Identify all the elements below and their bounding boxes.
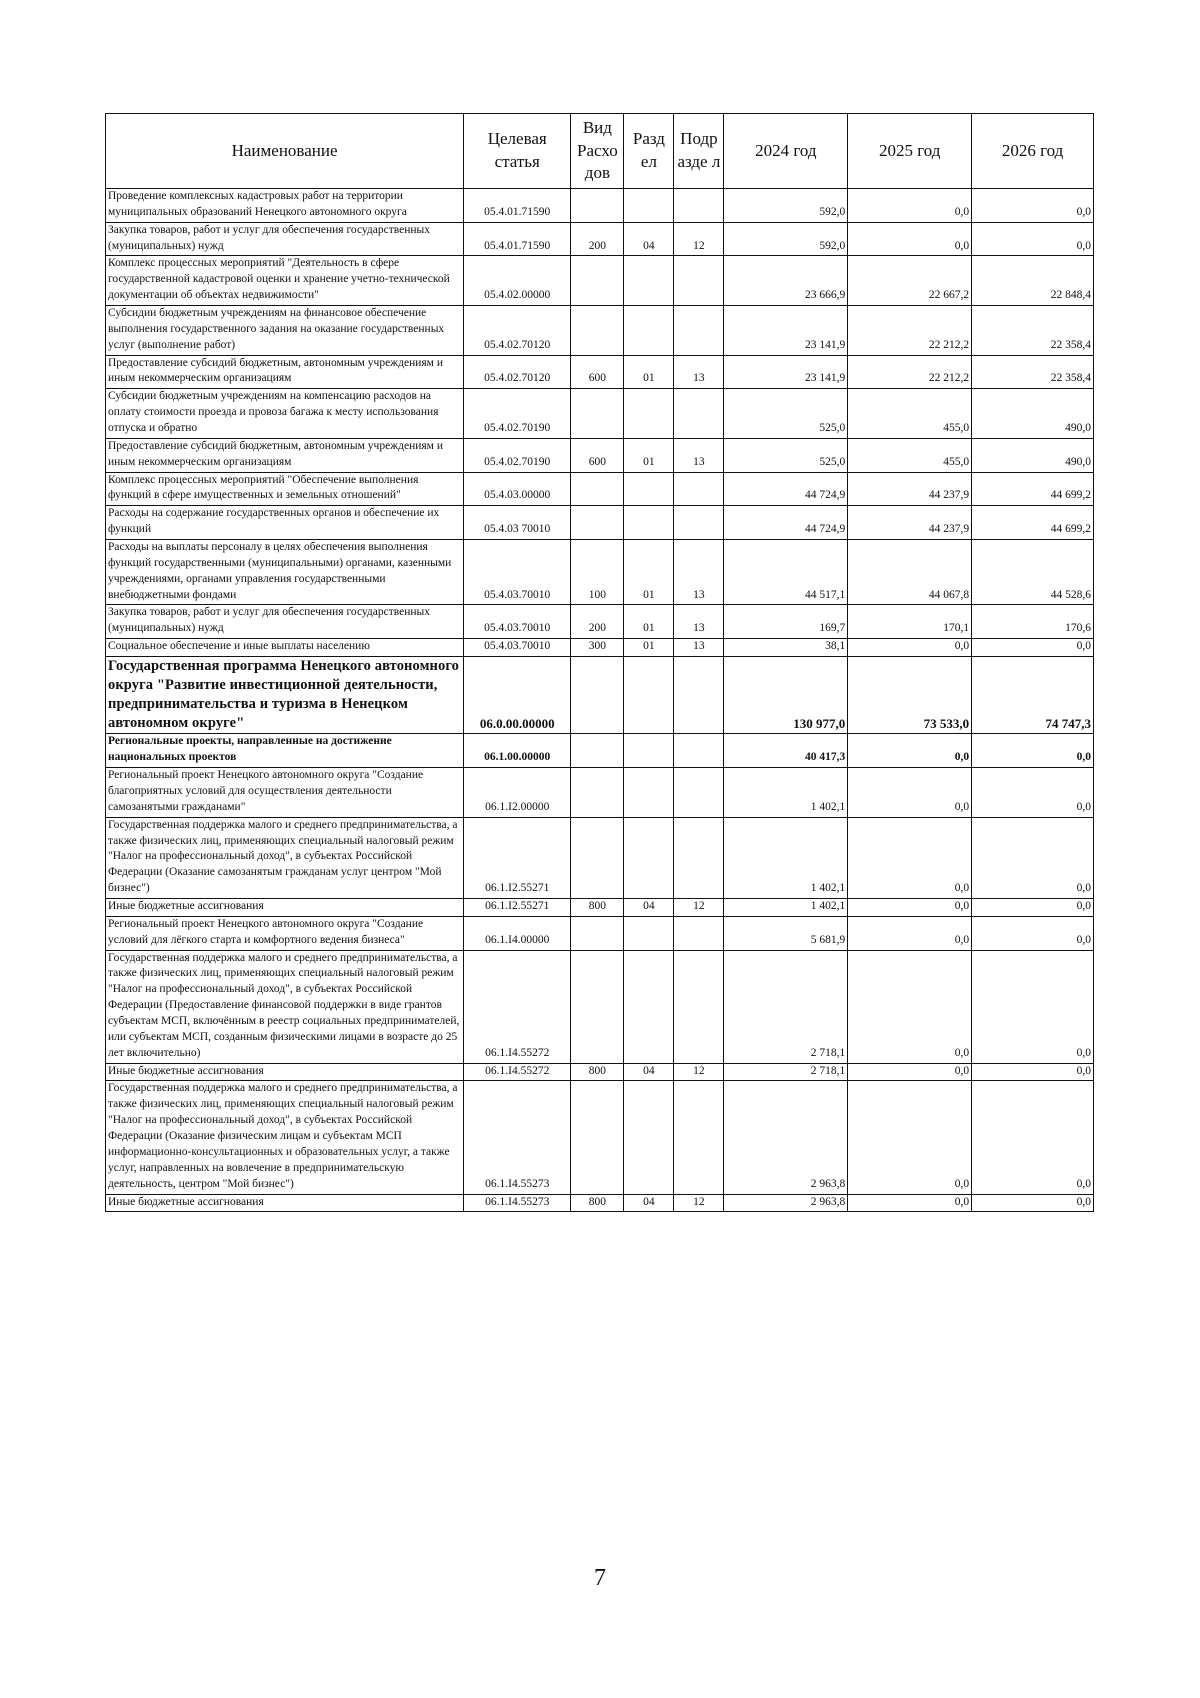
cell-y2025: 0,0 [848,1194,972,1212]
table-row [106,1081,1094,1194]
cell-section: 01 [624,355,674,389]
cell-type: 600 [571,355,624,389]
cell-name: Государственная поддержка малого и среднего предпринимательства, а также физических лиц, применяющих специальный налоговый режим "Налог на профессиональный доход", в субъектах Российской Федерации (Оказание самозанятым гражданам услуг центром "Мой бизнес") [106,817,464,898]
cell-section [624,306,674,356]
cell-y2025: 455,0 [848,389,972,439]
cell-section [624,657,674,734]
cell-subsection [674,768,724,818]
cell-y2024: 23 141,9 [724,306,848,356]
cell-name: Государственная поддержка малого и среднего предпринимательства, а также физических лиц, применяющих специальный налоговый режим "Налог на профессиональный доход", в субъектах Российской Федерации (Оказание физическим лицам и субъектам МСП информационно-консультационных и образовательных услуг, а также услуг, направленных на вовлечение в предпринимательскую деятельность, центром "Мой бизнес") [106,1081,464,1194]
table-row [106,639,1094,657]
header-article: Целевая статья [464,114,571,189]
table-row [106,768,1094,818]
cell-section [624,389,674,439]
cell-article: 06.1.I4.55272 [464,1063,571,1081]
header-type: Вид Расхо дов [571,114,624,189]
cell-y2024: 1 402,1 [724,817,848,898]
table-row [106,472,1094,506]
cell-type: 800 [571,1063,624,1081]
cell-name: Иные бюджетные ассигнования [106,1194,464,1212]
cell-y2026: 490,0 [972,438,1094,472]
cell-name: Региональные проекты, направленные на достижение национальных проектов [106,734,464,768]
cell-y2025: 0,0 [848,639,972,657]
table-row [106,657,1094,734]
cell-section: 04 [624,222,674,256]
cell-y2024: 592,0 [724,222,848,256]
table-row [106,389,1094,439]
cell-section [624,1081,674,1194]
cell-type [571,817,624,898]
cell-y2024: 525,0 [724,438,848,472]
cell-y2025: 0,0 [848,899,972,917]
cell-section [624,916,674,950]
cell-article: 06.1.I4.55272 [464,950,571,1063]
cell-section: 01 [624,540,674,605]
cell-name: Субсидии бюджетным учреждениям на финансовое обеспечение выполнения государственного задания на оказание государственных услуг (выполнение работ) [106,306,464,356]
cell-type: 300 [571,639,624,657]
table-header-row [106,114,1094,189]
table-row [106,540,1094,605]
cell-y2024: 2 718,1 [724,1063,848,1081]
cell-y2026: 0,0 [972,768,1094,818]
cell-y2024: 38,1 [724,639,848,657]
cell-y2024: 592,0 [724,189,848,223]
cell-y2025: 22 212,2 [848,355,972,389]
cell-type: 100 [571,540,624,605]
cell-name: Региональный проект Ненецкого автономного округа "Создание благоприятных условий для осуществления деятельности самозанятыми гражданами" [106,768,464,818]
table-row [106,605,1094,639]
cell-y2025: 0,0 [848,222,972,256]
cell-subsection: 13 [674,540,724,605]
table-row [106,438,1094,472]
cell-y2026: 0,0 [972,817,1094,898]
cell-section [624,734,674,768]
cell-section: 01 [624,639,674,657]
cell-type [571,768,624,818]
cell-y2024: 2 718,1 [724,950,848,1063]
cell-name: Государственная поддержка малого и среднего предпринимательства, а также физических лиц, применяющих специальный налоговый режим "Налог на профессиональный доход", в субъектах Российской Федерации (Предоставление финансовой поддержки в виде грантов субъектам МСП, включённым в реестр социальных предпринимателей, или субъектам МСП, созданным физическими лицами в возрасте до 25 лет включительно) [106,950,464,1063]
table-row [106,1063,1094,1081]
cell-section [624,472,674,506]
cell-y2025: 73 533,0 [848,657,972,734]
cell-y2026: 44 528,6 [972,540,1094,605]
table-body [106,189,1094,1212]
cell-y2024: 44 724,9 [724,506,848,540]
cell-article: 06.1.00.00000 [464,734,571,768]
cell-subsection: 12 [674,899,724,917]
table-row [106,189,1094,223]
cell-type: 200 [571,222,624,256]
cell-section [624,256,674,306]
cell-article: 05.4.03.70010 [464,605,571,639]
cell-article: 05.4.01.71590 [464,222,571,256]
cell-subsection: 12 [674,1063,724,1081]
cell-name: Предоставление субсидий бюджетным, автономным учреждениям и иным некоммерческим организациям [106,438,464,472]
header-section: Разд ел [624,114,674,189]
cell-type: 600 [571,438,624,472]
cell-article: 05.4.02.70120 [464,355,571,389]
cell-y2026: 22 358,4 [972,306,1094,356]
cell-name: Иные бюджетные ассигнования [106,1063,464,1081]
cell-y2025: 0,0 [848,189,972,223]
cell-y2026: 0,0 [972,899,1094,917]
cell-section [624,768,674,818]
cell-y2026: 74 747,3 [972,657,1094,734]
cell-type [571,657,624,734]
cell-type [571,256,624,306]
cell-article: 06.1.I2.55271 [464,817,571,898]
cell-article: 06.1.I4.55273 [464,1081,571,1194]
cell-subsection [674,817,724,898]
cell-y2026: 490,0 [972,389,1094,439]
cell-y2024: 40 417,3 [724,734,848,768]
cell-subsection: 12 [674,222,724,256]
cell-article: 05.4.02.70190 [464,389,571,439]
cell-type [571,916,624,950]
cell-name: Комплекс процессных мероприятий "Обеспечение выполнения функций в сфере имущественных и земельных отношений" [106,472,464,506]
cell-y2024: 2 963,8 [724,1194,848,1212]
header-2026: 2026 год [972,114,1094,189]
cell-article: 06.1.I4.55273 [464,1194,571,1212]
cell-section: 04 [624,899,674,917]
cell-name: Субсидии бюджетным учреждениям на компенсацию расходов на оплату стоимости проезда и провоза багажа к месту использования отпуска и обратно [106,389,464,439]
cell-article: 05.4.03.00000 [464,472,571,506]
cell-type [571,306,624,356]
cell-name: Закупка товаров, работ и услуг для обеспечения государственных (муниципальных) нужд [106,222,464,256]
cell-y2025: 22 212,2 [848,306,972,356]
cell-name: Региональный проект Ненецкого автономного округа "Создание условий для лёгкого старта и комфортного ведения бизнеса" [106,916,464,950]
cell-y2025: 22 667,2 [848,256,972,306]
cell-subsection [674,306,724,356]
cell-article: 05.4.03.70010 [464,540,571,605]
table-row [106,355,1094,389]
cell-subsection: 13 [674,438,724,472]
cell-y2026: 0,0 [972,916,1094,950]
cell-article: 06.1.I2.55271 [464,899,571,917]
cell-y2025: 0,0 [848,768,972,818]
cell-y2025: 0,0 [848,1081,972,1194]
cell-article: 05.4.03.70010 [464,639,571,657]
cell-subsection [674,950,724,1063]
cell-type: 200 [571,605,624,639]
cell-subsection: 12 [674,1194,724,1212]
cell-subsection [674,256,724,306]
cell-name: Комплекс процессных мероприятий "Деятельность в сфере государственной кадастровой оценки и хранение учетно-технической документации об объектах недвижимости" [106,256,464,306]
table-row [106,1194,1094,1212]
header-2024: 2024 год [724,114,848,189]
cell-name: Расходы на содержание государственных органов и обеспечение их функций [106,506,464,540]
header-subsection: Подр азде л [674,114,724,189]
cell-subsection [674,1081,724,1194]
budget-table [105,113,1094,1212]
cell-y2026: 0,0 [972,734,1094,768]
cell-y2025: 0,0 [848,916,972,950]
cell-y2025: 44 237,9 [848,506,972,540]
cell-subsection [674,916,724,950]
cell-y2026: 44 699,2 [972,506,1094,540]
cell-section: 04 [624,1194,674,1212]
cell-y2025: 44 067,8 [848,540,972,605]
cell-y2026: 0,0 [972,639,1094,657]
cell-name: Расходы на выплаты персоналу в целях обеспечения выполнения функций государственными (муниципальными) органами, казенными учреждениями, органами управления государственными внебюджетными фондами [106,540,464,605]
cell-section: 01 [624,605,674,639]
table-row [106,950,1094,1063]
cell-y2026: 0,0 [972,1194,1094,1212]
cell-section [624,817,674,898]
cell-y2025: 455,0 [848,438,972,472]
cell-type [571,472,624,506]
cell-y2026: 0,0 [972,189,1094,223]
cell-name: Государственная программа Ненецкого автономного округа "Развитие инвестиционной деятельности, предпринимательства и туризма в Ненецком автономном округе" [106,657,464,734]
cell-article: 06.1.I4.00000 [464,916,571,950]
cell-article: 05.4.02.70190 [464,438,571,472]
cell-y2026: 0,0 [972,950,1094,1063]
cell-name: Предоставление субсидий бюджетным, автономным учреждениям и иным некоммерческим организациям [106,355,464,389]
table-row [106,256,1094,306]
cell-type [571,389,624,439]
table-row [106,916,1094,950]
header-name: Наименование [106,114,464,189]
table-row [106,734,1094,768]
cell-y2024: 44 517,1 [724,540,848,605]
cell-y2025: 0,0 [848,817,972,898]
cell-article: 06.0.00.00000 [464,657,571,734]
cell-y2026: 22 358,4 [972,355,1094,389]
cell-y2024: 5 681,9 [724,916,848,950]
cell-subsection [674,734,724,768]
cell-article: 05.4.02.70120 [464,306,571,356]
cell-article: 05.4.03 70010 [464,506,571,540]
cell-subsection: 13 [674,355,724,389]
cell-y2026: 170,6 [972,605,1094,639]
cell-type [571,734,624,768]
cell-section: 01 [624,438,674,472]
cell-y2025: 170,1 [848,605,972,639]
cell-name: Проведение комплексных кадастровых работ на территории муниципальных образований Ненецкого автономного округа [106,189,464,223]
cell-section [624,189,674,223]
cell-y2025: 0,0 [848,950,972,1063]
cell-y2026: 0,0 [972,222,1094,256]
cell-y2024: 169,7 [724,605,848,639]
cell-y2025: 0,0 [848,1063,972,1081]
table-row [106,506,1094,540]
cell-y2026: 44 699,2 [972,472,1094,506]
cell-section: 04 [624,1063,674,1081]
cell-subsection [674,472,724,506]
cell-name: Закупка товаров, работ и услуг для обеспечения государственных (муниципальных) нужд [106,605,464,639]
cell-type [571,950,624,1063]
cell-name: Социальное обеспечение и иные выплаты населению [106,639,464,657]
cell-article: 05.4.01.71590 [464,189,571,223]
cell-subsection [674,189,724,223]
cell-name: Иные бюджетные ассигнования [106,899,464,917]
cell-y2024: 2 963,8 [724,1081,848,1194]
cell-subsection [674,657,724,734]
cell-subsection [674,389,724,439]
cell-y2024: 1 402,1 [724,768,848,818]
table-row [106,222,1094,256]
cell-article: 06.1.I2.00000 [464,768,571,818]
cell-y2025: 44 237,9 [848,472,972,506]
cell-y2024: 23 141,9 [724,355,848,389]
cell-y2024: 1 402,1 [724,899,848,917]
cell-y2026: 0,0 [972,1081,1094,1194]
header-2025: 2025 год [848,114,972,189]
cell-y2024: 525,0 [724,389,848,439]
cell-article: 05.4.02.00000 [464,256,571,306]
cell-section [624,506,674,540]
table-row [106,817,1094,898]
cell-type [571,189,624,223]
cell-type [571,506,624,540]
cell-subsection: 13 [674,605,724,639]
table-row [106,306,1094,356]
page-number: 7 [594,1565,606,1591]
cell-type: 800 [571,899,624,917]
cell-y2026: 0,0 [972,1063,1094,1081]
cell-y2025: 0,0 [848,734,972,768]
cell-type [571,1081,624,1194]
cell-subsection: 13 [674,639,724,657]
cell-section [624,950,674,1063]
table-row [106,899,1094,917]
cell-y2024: 23 666,9 [724,256,848,306]
cell-y2024: 44 724,9 [724,472,848,506]
cell-subsection [674,506,724,540]
cell-y2024: 130 977,0 [724,657,848,734]
cell-y2026: 22 848,4 [972,256,1094,306]
cell-type: 800 [571,1194,624,1212]
